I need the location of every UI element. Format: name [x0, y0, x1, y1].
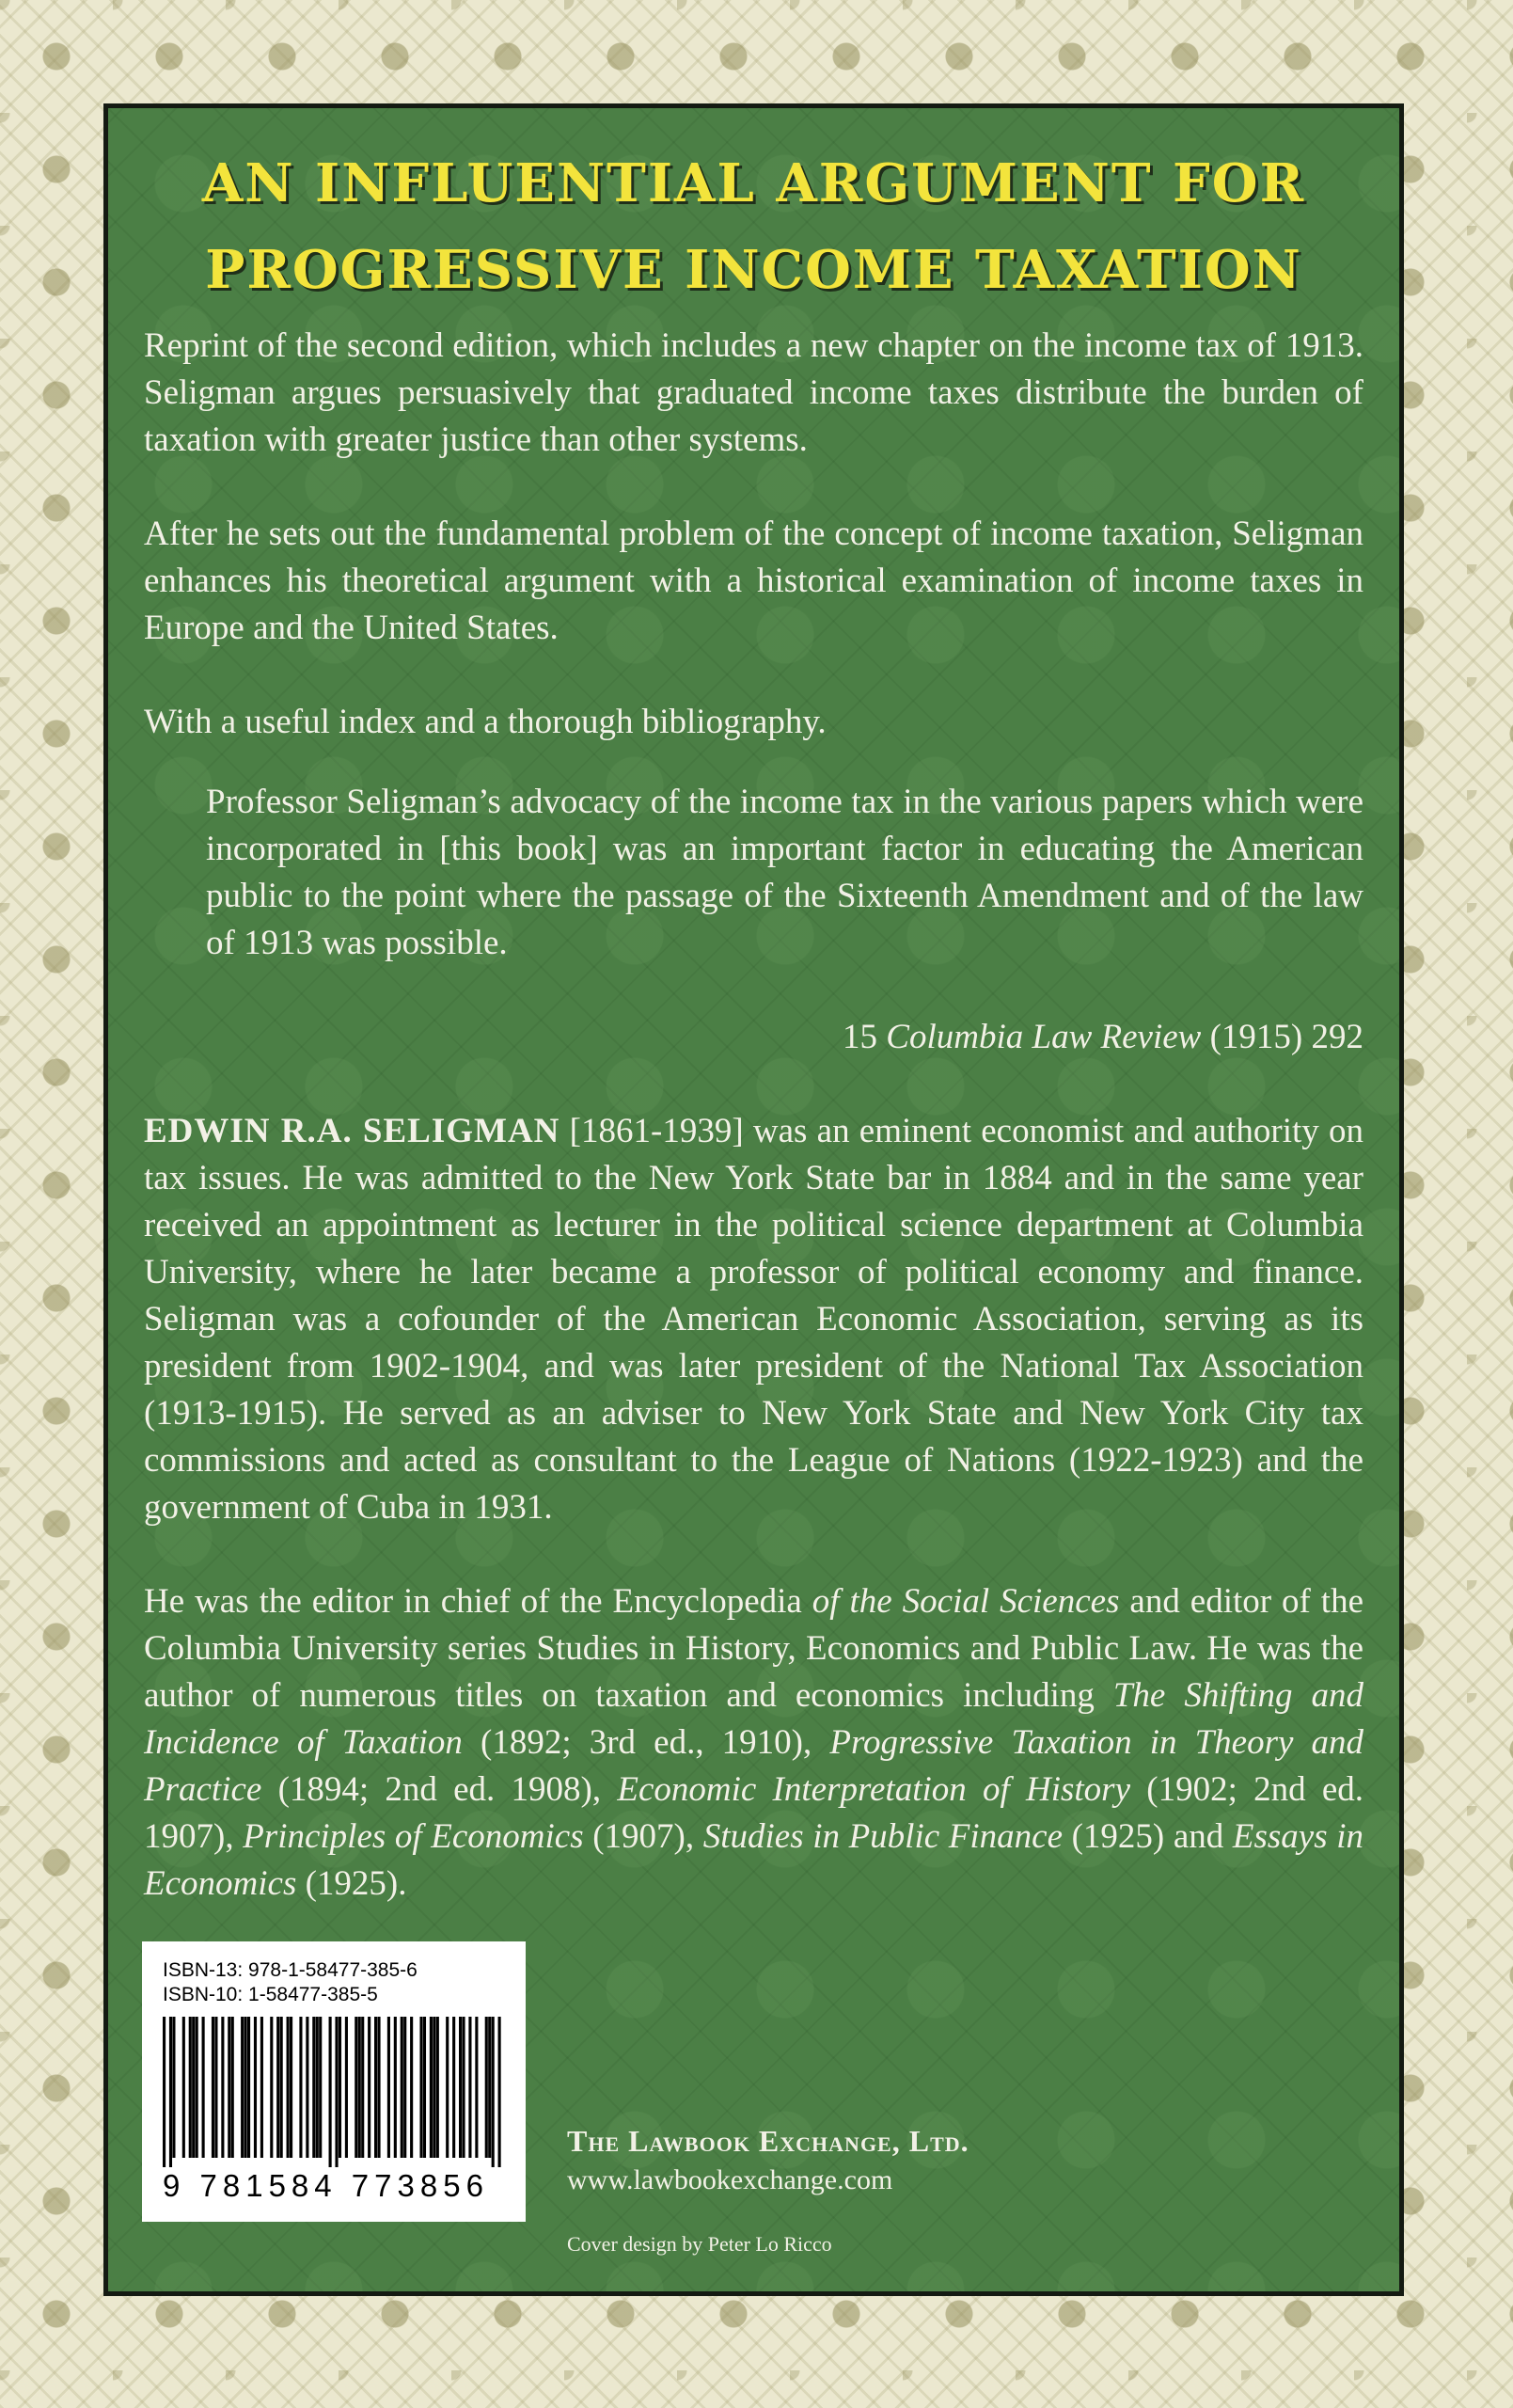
barcode-bar [475, 2017, 478, 2158]
barcode-bar [355, 2017, 357, 2158]
barcode-bar [276, 2017, 279, 2158]
author-works [144, 1578, 1363, 1908]
works-text: (1925). [296, 1864, 407, 1903]
barcode-bar [247, 2017, 250, 2158]
barcode-bar [436, 2017, 439, 2158]
barcode-bar [468, 2017, 471, 2158]
citation-journal: Columbia Law Review [886, 1018, 1202, 1056]
works-text: (1925) and [1063, 1817, 1233, 1856]
barcode-bar [374, 2017, 377, 2158]
barcode-bar [361, 2017, 364, 2158]
description-paragraph: With a useful index and a thorough bibliography. [144, 703, 827, 741]
works-text: (1894; 2nd ed. 1908), [261, 1770, 618, 1809]
barcode-bar [335, 2017, 338, 2167]
barcode-bar [462, 2017, 465, 2158]
publisher-block [567, 2121, 969, 2257]
barcode-bar [492, 2017, 495, 2167]
quote-citation [206, 1014, 1363, 1061]
barcode-bar [306, 2017, 308, 2158]
barcode-bar [433, 2017, 435, 2158]
back-cover-panel [103, 103, 1404, 2296]
isbn-13: ISBN-13: 978-1-58477-385-6 [163, 1959, 418, 1981]
work-title: Progressive Taxation in Theory and Practice [144, 1723, 1363, 1809]
work-title: Economic Interpretation of History [617, 1770, 1131, 1809]
works-text: (1902; 2nd ed. 1907), [144, 1770, 1363, 1856]
barcode-bar [319, 2017, 322, 2158]
barcode-bar [192, 2017, 195, 2158]
barcode-bar [459, 2017, 462, 2158]
description-paragraph: Reprint of the second edition, which includes a new chapter on the income tax of 1913. Seligman argues persuasively that graduated income taxes distribute the burden of taxation with greater justice than other systems. [144, 326, 1363, 459]
barcode-bar [299, 2017, 302, 2158]
work-title: The Shifting and Incidence of Taxation [144, 1676, 1363, 1762]
barcode-bar [221, 2017, 224, 2158]
barcode-box [142, 1941, 526, 2222]
barcode-bar [368, 2017, 370, 2158]
works-text: He was the editor in chief of the Encyclopedia [144, 1582, 812, 1621]
works-text: (1907), [583, 1817, 703, 1856]
barcode-bar [498, 2017, 501, 2167]
cover-credit: Cover design by Peter Lo Ricco [567, 2232, 832, 2256]
barcode-bar [316, 2017, 319, 2158]
barcode-bar [387, 2017, 390, 2158]
barcode-bar [345, 2017, 348, 2158]
barcode-bar [423, 2017, 426, 2158]
barcode-bar [485, 2017, 488, 2158]
barcode-bar [244, 2017, 247, 2158]
barcode-bar [189, 2017, 192, 2158]
barcode-bar [241, 2017, 244, 2158]
description-paragraph: After he sets out the fundamental problem of the concept of income taxation, Seligman enhances his theoretical argument with a historical examination of income taxes in Europe and the United States. [144, 515, 1363, 647]
quote-text: Professor Seligman’s advocacy of the income tax in the various papers which were incorporated in [this book] was an important factor in educating the American public to the point where the passage of the Sixteenth Amendment and of the law of 1913 was possible. [206, 783, 1363, 962]
citation-volume: 15 [843, 1018, 878, 1056]
barcode-bar [401, 2017, 403, 2158]
barcode-bar [172, 2017, 175, 2158]
barcode-bar [231, 2017, 234, 2158]
work-title: Principles of Economics [243, 1817, 584, 1856]
citation-details: (1915) 292 [1209, 1018, 1363, 1056]
barcode-icon [163, 2017, 501, 2167]
publisher-url: www.lawbookexchange.com [567, 2164, 893, 2195]
isbn-10: ISBN-10: 1-58477-385-5 [163, 1984, 378, 2005]
author-bio-text: [1861-1939] was an eminent economist and authority on tax issues. He was admitted to the New York State bar in 1884 and in the same year received an appointment as lecturer in the political science department at Columbia University, where he later became a professor of political economy and finance. Seligman was a cofounder of the American Economic Association, serving as its president from 1902-1904, and was later president of the National Tax Association (1913-1915). He served as an adviser to New York State and New York City tax commissions and acted as consultant to the League of Nations (1922-1923) and the government of Cuba in 1931. [144, 1112, 1364, 1527]
work-title: of the Social Sciences [812, 1582, 1120, 1621]
barcode-bar [410, 2017, 413, 2158]
review-quote [206, 779, 1363, 1061]
author-bio [144, 1108, 1363, 1531]
body-copy [144, 323, 1363, 1955]
works-text: and editor of the Columbia University series Studies in History, Economics and Public Law. He was the author of numerous titles on taxation and economics including [144, 1582, 1363, 1715]
barcode-bar [202, 2017, 205, 2158]
barcode-bar [196, 2017, 198, 2158]
barcode-bar [290, 2017, 292, 2158]
barcode-bar [339, 2017, 341, 2158]
barcode-bar [182, 2017, 185, 2158]
barcode-bar [214, 2017, 217, 2158]
barcode-bar [403, 2017, 406, 2158]
author-name: EDWIN R.A. SELIGMAN [144, 1112, 560, 1150]
barcode-bar [270, 2017, 273, 2158]
barcode-bar [287, 2017, 290, 2158]
barcode-bar [254, 2017, 257, 2158]
barcode-bar [212, 2017, 214, 2158]
publisher-name: The Lawbook Exchange, Ltd. [567, 2124, 969, 2158]
work-title: Studies in Public Finance [702, 1817, 1063, 1856]
barcode-bar [394, 2017, 397, 2158]
barcode-bar [329, 2017, 332, 2167]
work-title: Essays in Economics [144, 1817, 1363, 1903]
barcode-bar [280, 2017, 283, 2158]
barcode-digits: 9 781584 773856 [163, 2168, 489, 2203]
barcode-bar [358, 2017, 361, 2158]
barcode-bar [163, 2017, 165, 2167]
barcode-bar [488, 2017, 491, 2158]
barcode-bar [430, 2017, 433, 2158]
barcode-bar [446, 2017, 449, 2158]
barcode-bar [419, 2017, 422, 2158]
works-text: (1892; 3rd ed., 1910), [462, 1723, 830, 1762]
barcode-bar [228, 2017, 230, 2158]
barcode-bar [260, 2017, 263, 2158]
barcode-bar [169, 2017, 172, 2167]
barcode-bar [377, 2017, 380, 2158]
headline: AN INFLUENTIAL ARGUMENT FOR PROGRESSIVE INCOME TAXATION [201, 152, 1306, 301]
barcode-bar [312, 2017, 315, 2158]
barcode-bar [452, 2017, 455, 2158]
